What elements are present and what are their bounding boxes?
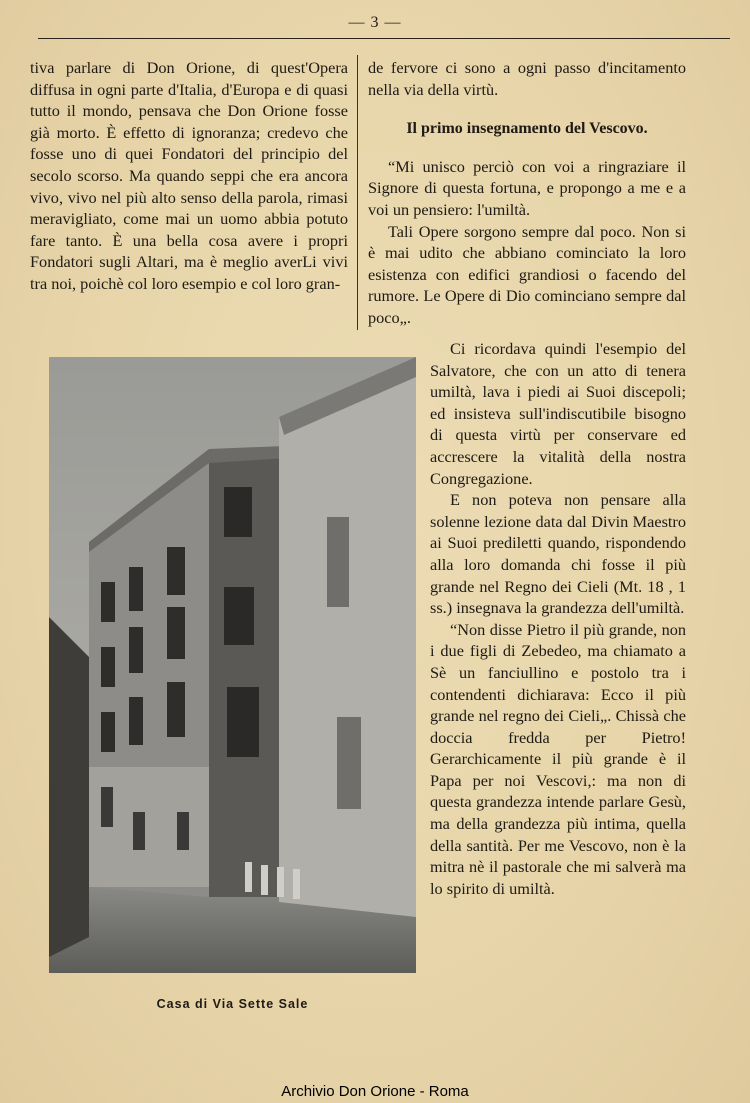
narrow-column xyxy=(430,338,686,899)
archive-footer: Archivio Don Orione - Roma xyxy=(281,1083,469,1100)
narrow-paragraph-1: Ci ricordava quindi l'esempio del Salvatore, che con un atto di tenera umiltà, lava i piedi ai Suoi discepoli; ed insisteva sull'indiscutibile bisogno di questa virtù per conservare ed accrescere la vitalità della nostra Congregazione. xyxy=(430,339,686,488)
left-column xyxy=(30,57,348,295)
right-intro-paragraph: de fervore ci sono a ogni passo d'incitamento nella via della virtù. xyxy=(368,58,686,99)
header-rule xyxy=(38,38,730,39)
quote-paragraph-1: “Mi unisco perciò con voi a ringraziare il Signore di questa fortuna, e propongo a me e a voi un pensiero: l'umiltà. xyxy=(368,156,686,219)
column-divider xyxy=(357,55,358,330)
section-heading: Il primo insegnamento del Vescovo. xyxy=(406,120,648,138)
narrow-paragraph-2: E non poteva non pensare alla solenne lezione data dal Divin Maestro ai Suoi prediletti quando, rispondendo alla loro domanda chi fosse il più grande nel Regno dei Cieli (Mt. 18 , 1 ss.) insegnava la grandezza dell'umiltà. xyxy=(430,490,686,618)
left-paragraph: tiva parlare di Don Orione, di quest'Opera diffusa in ogni parte d'Italia, d'Europa e di quasi tutto il mondo, pensava che Don Orione fosse già morto. È effetto di ignoranza; credevo che fosse uno di quei Fondatori del principio del secolo scorso. Ma quando seppi che era ancora vivo, vivo nel più alto senso della parola, rimasi meravigliato, come mai un uomo abbia potuto fare tanto. È una bella cosa avere i propri Fondatori sugli Altari, ma è meglio averLi vivi tra noi, poichè col loro esempio e col loro gran- xyxy=(30,58,348,293)
building-photo xyxy=(49,357,416,973)
page-number: — 3 — xyxy=(348,14,402,31)
building-photo-illustration xyxy=(49,357,416,973)
right-column xyxy=(368,57,686,329)
photo-caption: Casa di Via Sette Sale xyxy=(156,997,309,1011)
quote-paragraph-2: Tali Opere sorgono sempre dal poco. Non si è mai udito che abbiano cominciato la loro esistenza con edifici grandiosi o facendo del rumore. Le Opere di Dio cominciano sempre dal poco„. xyxy=(368,221,686,327)
narrow-paragraph-3: “Non disse Pietro il più grande, non i due figli di Zebedeo, ma chiamato a Sè un fanciullino e postolo tra i contendenti dichiarava: Ecco il più grande nel regno dei Cieli„. Chissà che doccia fredda per Pietro! Gerarchicamente il più grande è il Papa per noi Vescovi,: ma non di questa grandezza intende parlare Gesù, ma della grandezza più intima, quella della santità. Per me Vescovo, non è la mitra nè il pastorale che mi salverà ma lo spirito di umiltà. xyxy=(430,619,686,898)
